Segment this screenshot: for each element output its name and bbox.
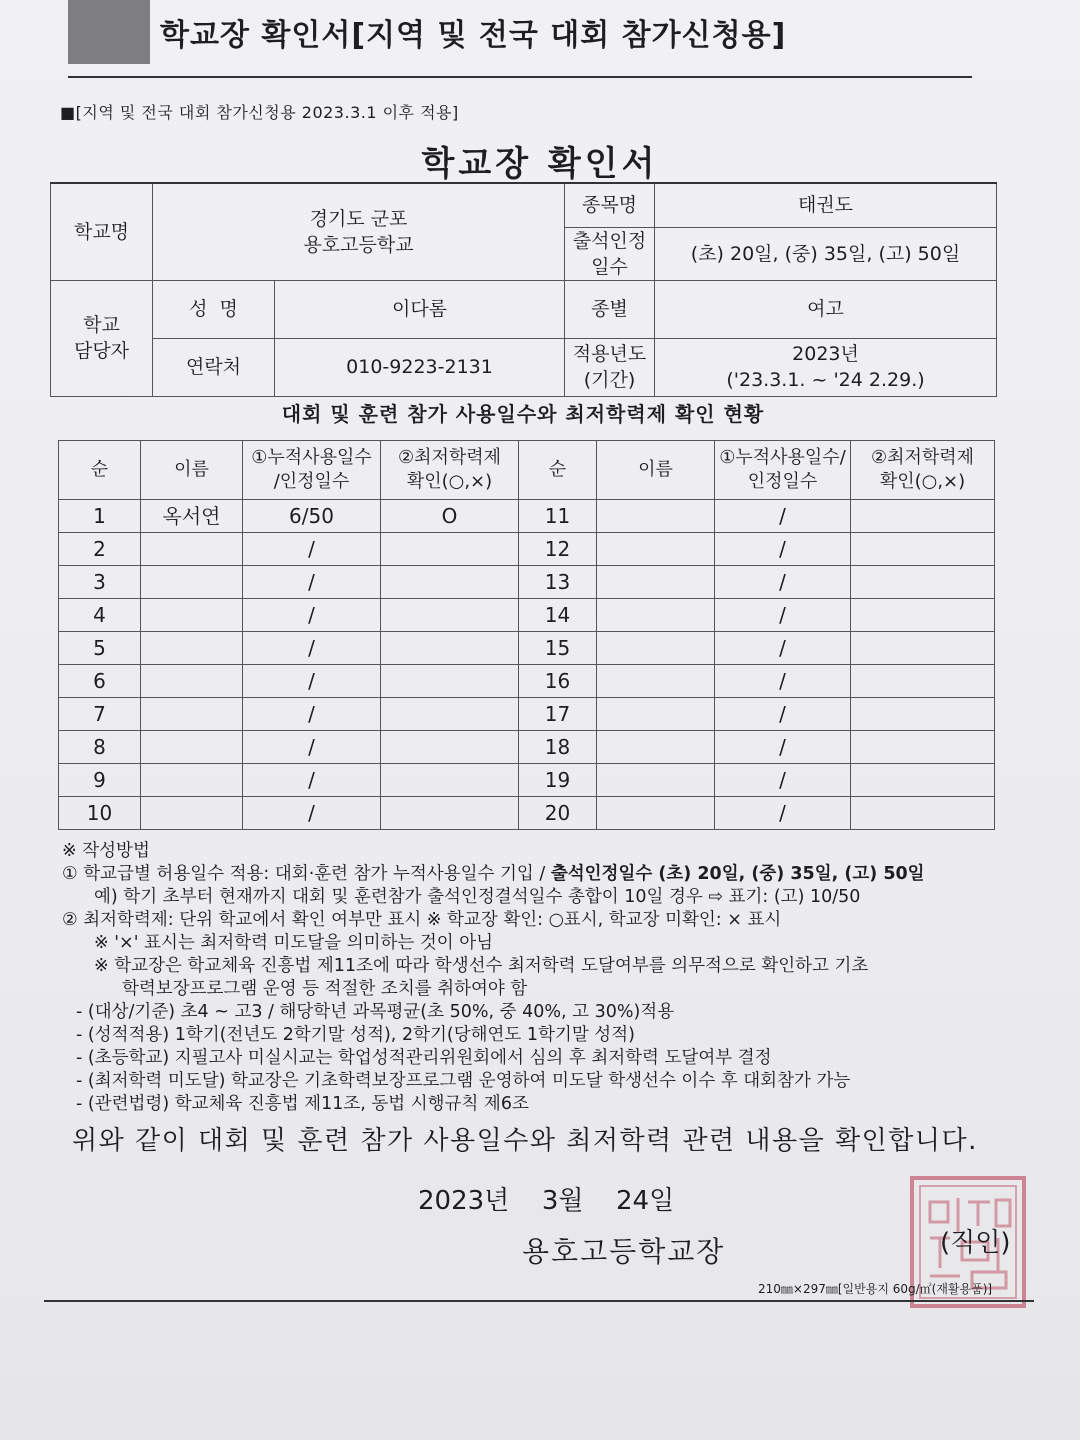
cell-name-right — [597, 764, 715, 797]
instruction-2-note-a: ※ '×' 표시는 최저학력 미도달을 의미하는 것이 아님 — [94, 933, 494, 953]
header-gray-block — [68, 0, 150, 64]
header-cell-check-right: ②최저학력제 확인(○,×) — [851, 441, 995, 500]
cell-name-right — [597, 599, 715, 632]
cell-days-left: / — [243, 764, 381, 797]
cell-days-right: / — [715, 533, 851, 566]
cell-no-right: 17 — [519, 698, 597, 731]
application-note: ■[지역 및 전국 대회 참가신청용 2023.3.1 이후 적용] — [60, 103, 459, 122]
cell-no-left: 4 — [59, 599, 141, 632]
cell-check-left — [381, 566, 519, 599]
cell-name-right — [597, 665, 715, 698]
cell-name-left — [141, 698, 243, 731]
cell-check-left: O — [381, 500, 519, 533]
detail-item-4: - (최저학력 미도달) 학교장은 기초학력보장프로그램 운영하여 미도달 학생선수 이수 후 대회참가 가능 — [76, 1071, 851, 1091]
cell-no-right: 18 — [519, 731, 597, 764]
instruction-2-note-b: ※ 학교장은 학교체육 진흥법 제11조에 따라 학생선수 최저학력 도달여부를 의무적으로 확인하고 기초 — [94, 956, 869, 976]
cell-name-left — [141, 731, 243, 764]
header-underline — [68, 76, 972, 78]
cell-name-left — [141, 764, 243, 797]
year-value: 2023년 ('23.3.1. ~ '24 2.29.) — [655, 338, 997, 396]
instruction-2-note-b-cont: 학력보장프로그램 운영 등 적절한 조치를 취하여야 함 — [122, 979, 528, 999]
name-value: 이다롬 — [275, 280, 565, 338]
cell-days-left: 6/50 — [243, 500, 381, 533]
status-section-title: 대회 및 훈련 참가 사용일수와 최저학력제 확인 현황 — [281, 402, 765, 426]
cell-name-right — [597, 731, 715, 764]
cell-days-left: / — [243, 632, 381, 665]
cell-days-right: / — [715, 566, 851, 599]
cell-days-left: / — [243, 797, 381, 830]
cell-no-right: 15 — [519, 632, 597, 665]
cell-days-right: / — [715, 665, 851, 698]
table-row — [59, 533, 995, 566]
table-row — [59, 500, 995, 533]
principal-name: 용호고등학교장 — [522, 1235, 726, 1268]
cell-check-right — [851, 632, 995, 665]
school-label: 학교명 — [51, 183, 153, 280]
cell-no-right: 16 — [519, 665, 597, 698]
cell-days-left: / — [243, 698, 381, 731]
cell-name-right — [597, 500, 715, 533]
document-header — [68, 0, 972, 78]
info-table — [50, 182, 997, 397]
cell-name-left — [141, 533, 243, 566]
cell-check-left — [381, 533, 519, 566]
cell-check-right — [851, 566, 995, 599]
cell-check-left — [381, 797, 519, 830]
attendance-value: (초) 20일, (중) 35일, (고) 50일 — [655, 227, 997, 280]
cell-name-left — [141, 632, 243, 665]
cell-days-left: / — [243, 533, 381, 566]
table-row — [59, 566, 995, 599]
instruction-item-2: ② 최저학력제: 단위 학교에서 확인 여부만 표시 ※ 학교장 확인: ○표시, 학교장 미확인: × 표시 — [62, 910, 782, 930]
cell-no-left: 8 — [59, 731, 141, 764]
cell-check-left — [381, 665, 519, 698]
cell-days-left: / — [243, 566, 381, 599]
table-row — [59, 599, 995, 632]
detail-item-3: - (초등학교) 지필고사 미실시교는 학업성적관리위원회에서 심의 후 최저학력 도달여부 결정 — [76, 1048, 772, 1068]
category-label: 종별 — [565, 280, 655, 338]
cell-no-right: 19 — [519, 764, 597, 797]
contact-value: 010-9223-2131 — [275, 338, 565, 396]
cell-no-left: 10 — [59, 797, 141, 830]
cell-check-right — [851, 764, 995, 797]
cell-check-right — [851, 797, 995, 830]
table-row — [59, 632, 995, 665]
sport-label: 종목명 — [565, 183, 655, 227]
cell-days-left: / — [243, 731, 381, 764]
cell-check-right — [851, 665, 995, 698]
cell-check-left — [381, 764, 519, 797]
cell-no-right: 11 — [519, 500, 597, 533]
cell-days-right: / — [715, 599, 851, 632]
table-row — [59, 731, 995, 764]
cell-no-left: 9 — [59, 764, 141, 797]
cell-name-left — [141, 599, 243, 632]
cell-days-right: / — [715, 500, 851, 533]
instruction-item-1 — [62, 863, 1052, 886]
header-cell-check-left: ②최저학력제 확인(○,×) — [381, 441, 519, 500]
issue-date: 2023년 3월 24일 — [418, 1186, 675, 1216]
cell-name-right — [597, 632, 715, 665]
school-value: 경기도 군포 용호고등학교 — [153, 183, 565, 280]
header-cell-name-right: 이름 — [597, 441, 715, 500]
cell-no-right: 14 — [519, 599, 597, 632]
cell-name-left — [141, 566, 243, 599]
confirmation-statement: 위와 같이 대회 및 훈련 참가 사용일수와 최저학력 관련 내용을 확인합니다. — [72, 1126, 978, 1156]
cell-no-left: 1 — [59, 500, 141, 533]
category-value: 여고 — [655, 280, 997, 338]
year-label: 적용년도 (기간) — [565, 338, 655, 396]
cell-no-right: 13 — [519, 566, 597, 599]
table-row — [59, 764, 995, 797]
roster-table — [58, 440, 995, 830]
cell-days-right: / — [715, 764, 851, 797]
table-row — [59, 698, 995, 731]
detail-item-5: - (관련법령) 학교체육 진흥법 제11조, 동법 시행규칙 제6조 — [76, 1094, 529, 1114]
name-label: 성 명 — [153, 280, 275, 338]
cell-name-right — [597, 698, 715, 731]
header-cell-days-left: ①누적사용일수 /인정일수 — [243, 441, 381, 500]
document-title: 학교장 확인서 — [421, 144, 659, 184]
cell-days-right: / — [715, 632, 851, 665]
cell-name-right — [597, 566, 715, 599]
header-cell-no-right: 순 — [519, 441, 597, 500]
paper-size-note: 210㎜×297㎜[일반용지 60g/㎡(재활용품)] — [758, 1282, 993, 1296]
cell-days-right: / — [715, 797, 851, 830]
cell-name-left: 옥서연 — [141, 500, 243, 533]
cell-name-right — [597, 533, 715, 566]
sport-value: 태권도 — [655, 183, 997, 227]
roster-header-row — [59, 441, 995, 500]
cell-check-right — [851, 500, 995, 533]
cell-check-left — [381, 632, 519, 665]
manager-label: 학교 담당자 — [51, 280, 153, 396]
cell-check-right — [851, 698, 995, 731]
cell-check-left — [381, 698, 519, 731]
seal-label: (직인) — [940, 1228, 1011, 1258]
cell-days-right: / — [715, 731, 851, 764]
header-cell-no-left: 순 — [59, 441, 141, 500]
cell-check-right — [851, 731, 995, 764]
cell-days-right: / — [715, 698, 851, 731]
cell-no-right: 12 — [519, 533, 597, 566]
header-cell-name-left: 이름 — [141, 441, 243, 500]
cell-days-left: / — [243, 665, 381, 698]
contact-label: 연락처 — [153, 338, 275, 396]
cell-no-left: 7 — [59, 698, 141, 731]
cell-no-left: 2 — [59, 533, 141, 566]
instructions — [62, 840, 1052, 1116]
header-title: 학교장 확인서[지역 및 전국 대회 참가신청용] — [160, 18, 787, 53]
header-cell-days-right: ①누적사용일수/ 인정일수 — [715, 441, 851, 500]
cell-no-left: 6 — [59, 665, 141, 698]
instructions-heading: ※ 작성방법 — [62, 841, 150, 861]
detail-item-1: - (대상/기준) 초4 ~ 고3 / 해당학년 과목평균(초 50%, 중 40%, 고 30%)적용 — [76, 1002, 675, 1022]
cell-days-left: / — [243, 599, 381, 632]
cell-no-left: 5 — [59, 632, 141, 665]
cell-name-left — [141, 665, 243, 698]
instruction-1-example: 예) 학기 초부터 현재까지 대회 및 훈련참가 출석인정결석일수 총합이 10일 경우 ⇨ 표기: (고) 10/50 — [94, 887, 861, 907]
instruction-1-bold: 출석인정일수 (초) 20일, (중) 35일, (고) 50일 — [550, 864, 925, 884]
cell-check-right — [851, 533, 995, 566]
table-row — [59, 797, 995, 830]
bottom-rule — [44, 1300, 1034, 1302]
cell-check-left — [381, 599, 519, 632]
cell-check-left — [381, 731, 519, 764]
detail-item-2: - (성적적용) 1학기(전년도 2학기말 성적), 2학기(당해연도 1학기말 성적) — [76, 1025, 635, 1045]
cell-no-right: 20 — [519, 797, 597, 830]
cell-check-right — [851, 599, 995, 632]
cell-no-left: 3 — [59, 566, 141, 599]
cell-name-right — [597, 797, 715, 830]
cell-name-left — [141, 797, 243, 830]
table-row — [59, 665, 995, 698]
attendance-label: 출석인정 일수 — [565, 227, 655, 280]
instruction-1-text: ① 학교급별 허용일수 적용: 대회·훈련 참가 누적사용일수 기입 / — [62, 864, 551, 884]
